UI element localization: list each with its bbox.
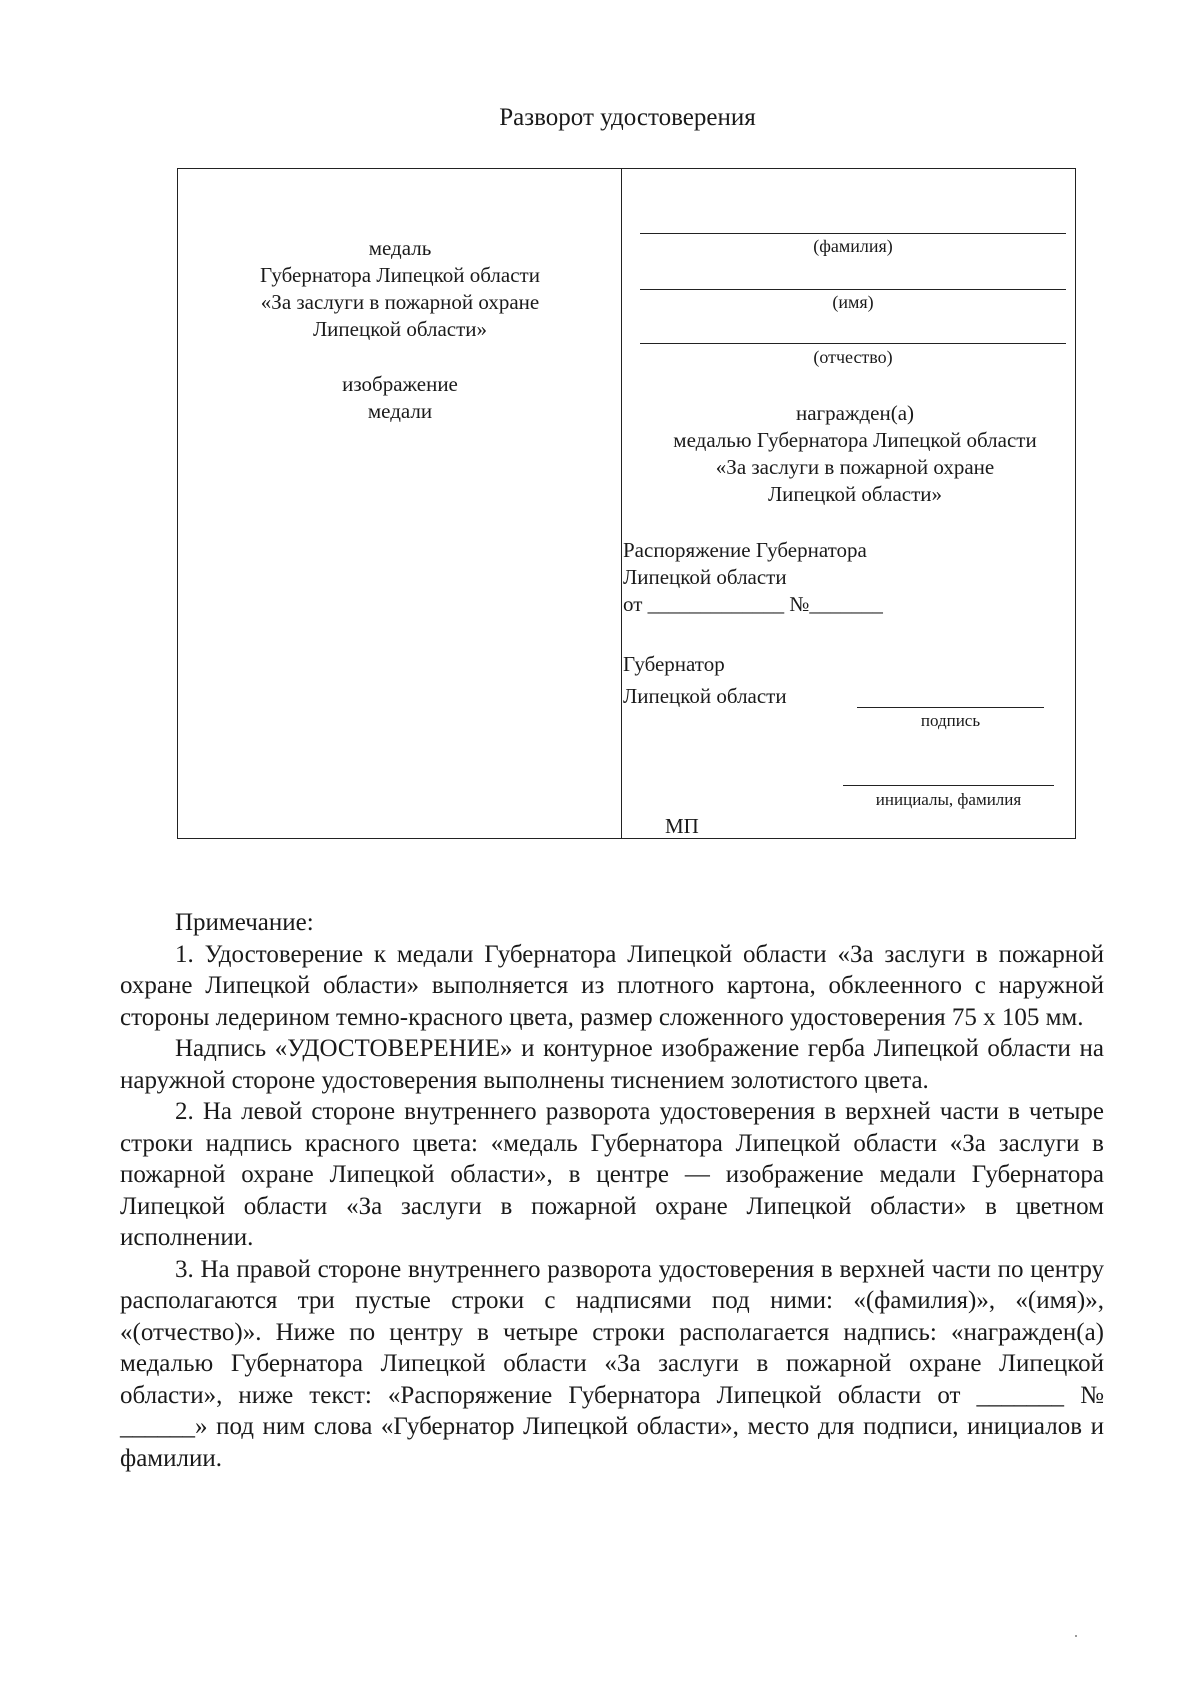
order-line: Распоряжение Губернатора: [623, 538, 867, 562]
governor-line: Губернатор: [623, 652, 725, 676]
left-line: Липецкой области»: [312, 317, 488, 341]
note-paragraph: 3. На правой стороне внутреннего разворота удостоверения в верхней части по центру располагаются три пустые строки с надписями под ними: «(фамилия)», «(имя)», «(отчество)». Ниже по центру в четыре строки располагается надпись: «награжден(а) медалью Губернатора Липецкой области «За заслуги в пожарной охране Липецкой области», ниже текст: «Распоряжение Губернатора Липецкой области от _______ № ______» под ним слова «Губернатор Липецкой области», место для подписи, инициалов и фамилии.: [120, 1255, 1104, 1472]
award-line: «За заслуги в пожарной охране: [715, 455, 995, 479]
award-line: награжден(а): [795, 401, 915, 425]
initials-blank-line: [843, 785, 1054, 786]
document-title: Разворот удостоверения: [499, 104, 756, 131]
governor-line: Липецкой области: [623, 684, 787, 708]
note-paragraph: 1. Удостоверение к медали Губернатора Липецкой области «За заслуги в пожарной охране Липецкой области» выполняется из плотного картона, обклеенного с наружной стороны ледерином темно-красного цвета, размер сложенного удостоверения 75 х 105 мм.: [120, 940, 1104, 1031]
seal-placeholder-label: МП: [665, 814, 699, 838]
award-inscription: [625, 400, 1085, 508]
spread-fold-line: [621, 168, 622, 839]
surname-caption: (фамилия): [813, 236, 893, 256]
name-caption: (имя): [832, 292, 874, 312]
signature-caption: подпись: [920, 711, 981, 730]
surname-blank-line: [640, 233, 1066, 234]
note-heading: Примечание:: [175, 909, 314, 936]
left-panel-inscription: [180, 235, 620, 343]
order-line: Липецкой области: [623, 565, 787, 589]
patronymic-caption: (отчество): [813, 347, 893, 367]
award-line: Липецкой области»: [767, 482, 943, 506]
left-line: медаль: [368, 236, 432, 260]
governor-title: [623, 648, 883, 712]
medal-image-placeholder: [180, 371, 620, 425]
left-line: «За заслуги в пожарной охране: [260, 290, 540, 314]
note-section: [120, 907, 1104, 1474]
note-paragraph: 2. На левой стороне внутреннего разворота удостоверения в верхней части в четыре строки надпись красного цвета: «медаль Губернатора Липецкой области «За заслуги в пожарной охране Липецкой области», в центре — изображение медали Губернатора Липецкой области «За заслуги в пожарной охране Липецкой области» в цветном исполнении.: [120, 1098, 1104, 1251]
award-line: медалью Губернатора Липецкой области: [673, 428, 1037, 452]
order-reference: [623, 537, 1043, 618]
image-label-line: медали: [367, 399, 433, 423]
left-line: Губернатора Липецкой области: [260, 263, 540, 287]
signature-blank-line: [857, 707, 1044, 708]
name-blank-line: [640, 289, 1066, 290]
initials-caption: инициалы, фамилия: [875, 790, 1022, 809]
scan-speck: [1075, 1635, 1077, 1637]
patronymic-blank-line: [640, 343, 1066, 344]
image-label-line: изображение: [342, 372, 458, 396]
note-paragraph: Надпись «УДОСТОВЕРЕНИЕ» и контурное изображение герба Липецкой области на наружной стороне удостоверения выполнены тиснением золотистого цвета.: [120, 1035, 1104, 1094]
order-number-line: от _____________ №_______: [623, 592, 883, 616]
